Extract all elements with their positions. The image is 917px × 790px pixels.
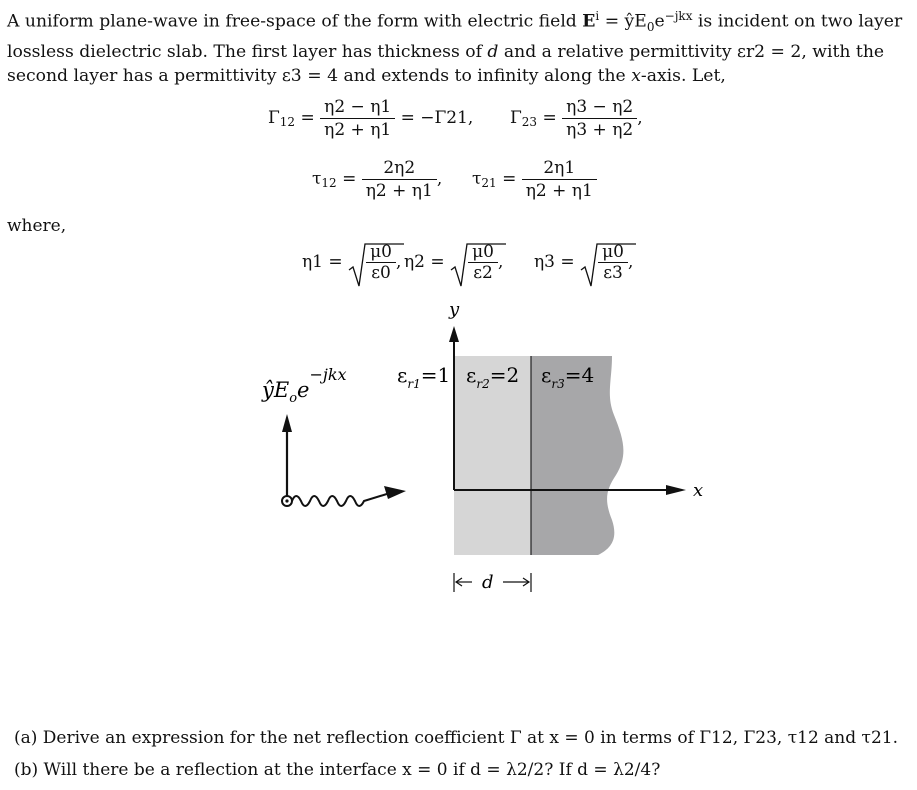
tau21-fraction xyxy=(522,157,597,202)
eta1-sqrt xyxy=(348,242,396,283)
intro-d: d xyxy=(487,41,499,62)
sqrt-radical-icon xyxy=(450,242,506,288)
gamma12-fraction xyxy=(320,96,395,141)
gamma23-equation xyxy=(510,96,643,141)
wave-label-e: e xyxy=(297,378,310,402)
question-list xyxy=(14,722,898,786)
region1-epsilon: ε xyxy=(397,363,408,387)
region1-value: =1 xyxy=(420,363,451,387)
eta3-equation xyxy=(534,242,633,283)
wave-label-exponent: −jkx xyxy=(309,365,347,384)
region2-epsilon: ε xyxy=(466,363,477,387)
comma: , xyxy=(637,108,643,128)
tau12-subscript: 12 xyxy=(321,176,337,190)
tau12-numerator: 2η2 xyxy=(362,157,437,180)
eta1-numerator: μ0 xyxy=(366,242,396,263)
wave-label xyxy=(261,365,347,406)
tau12-symbol: τ xyxy=(312,169,322,189)
wave-direction-arrow-icon xyxy=(384,486,406,499)
intro-text-2: = ŷE xyxy=(599,11,647,32)
eta1-equation xyxy=(302,242,401,283)
sqrt-radical-icon xyxy=(348,242,404,288)
tau12-fraction xyxy=(362,157,437,202)
tau21-numerator: 2η1 xyxy=(522,157,597,180)
tau21-equation xyxy=(472,157,597,202)
field-symbol: E xyxy=(582,11,596,32)
wave-label-sub: o xyxy=(289,391,298,406)
tau21-subscript: 21 xyxy=(481,176,497,190)
wave-label-main: ŷE xyxy=(262,378,290,402)
intro-text-1: A uniform plane-wave in free-space of the form with electric field xyxy=(7,11,583,32)
eta2-numerator: μ0 xyxy=(468,242,498,263)
intro-text-5: is incident on two layer lossless dielectric slab. The first layer has thickness of xyxy=(7,11,903,62)
eta2-sqrt xyxy=(450,242,498,283)
eta1-lhs: η1 = xyxy=(302,252,343,272)
problem-statement xyxy=(7,4,907,89)
eta3-sqrt xyxy=(580,242,628,283)
gamma12-denominator: η2 + η1 xyxy=(324,120,392,140)
x-axis-label: x xyxy=(693,480,704,501)
eta3-numerator: μ0 xyxy=(598,242,628,263)
y-axis-arrow-icon xyxy=(449,326,459,342)
region1-sub: r1 xyxy=(407,377,421,391)
slab-diagram xyxy=(0,290,917,610)
eta3-denominator: ε3 xyxy=(603,263,623,283)
intro-text-4: e xyxy=(654,11,665,32)
gamma12-subscript: 12 xyxy=(279,115,296,129)
wave-origin-dot-icon xyxy=(285,499,288,502)
gamma12-numerator: η2 − η1 xyxy=(320,96,395,119)
gamma12-rhs: = −Γ21, xyxy=(400,108,474,128)
eta1-denominator: ε0 xyxy=(371,263,391,283)
comma: , xyxy=(497,252,504,272)
x-axis-arrow-icon xyxy=(666,485,686,495)
eta2-denominator: ε2 xyxy=(473,263,493,283)
field-superscript: i xyxy=(595,9,600,23)
gamma12-equation xyxy=(268,96,473,141)
region3-label xyxy=(541,363,594,391)
gamma23-fraction xyxy=(562,96,637,141)
question-b: (b) Will there be a reflection at the interface x = 0 if d = λ2/2? If d = λ2/4? xyxy=(14,760,661,780)
equals-sign: = xyxy=(342,169,362,189)
intro-x: x xyxy=(631,66,641,87)
intro-exponent: −jkx xyxy=(664,9,693,23)
region2-label xyxy=(466,363,519,391)
where-label: where, xyxy=(7,216,67,236)
gamma23-denominator: η3 + η2 xyxy=(566,120,634,140)
e-field-arrow-head-icon xyxy=(282,414,292,432)
tau21-denominator: η2 + η1 xyxy=(525,181,593,201)
intro-text-3: 0 xyxy=(646,20,655,35)
region3-sub: r3 xyxy=(551,377,565,391)
eta2-lhs: η2 = xyxy=(404,252,445,272)
eta3-lhs: η3 = xyxy=(534,252,575,272)
equals-sign: = xyxy=(502,169,522,189)
eta2-equation xyxy=(404,242,503,283)
tau21-symbol: τ xyxy=(472,169,482,189)
region2-value: =2 xyxy=(489,363,520,387)
tau12-denominator: η2 + η1 xyxy=(365,181,433,201)
wave-squiggle xyxy=(292,493,390,506)
region2-sub: r2 xyxy=(476,377,490,391)
gamma12-symbol: Γ xyxy=(268,108,280,128)
gamma23-subscript: 23 xyxy=(521,115,538,129)
equals-sign: = xyxy=(542,108,563,128)
tau12-equation xyxy=(312,157,442,202)
intro-text-7: -axis. Let, xyxy=(640,66,726,87)
comma: , xyxy=(436,169,443,189)
sqrt-radical-icon xyxy=(580,242,636,288)
question-a: (a) Derive an expression for the net reflection coefficient Γ at x = 0 in terms of Γ12, Γ23, τ12 and τ21. xyxy=(14,728,898,748)
comma: , xyxy=(395,252,402,272)
intro-text-6: and a relative permittivity εr2 = 2, with the second layer has a permittivity ε3 = 4 and extends to infinity along the xyxy=(7,41,885,87)
gamma23-symbol: Γ xyxy=(510,108,522,128)
comma: , xyxy=(627,252,634,272)
region3-value: =4 xyxy=(564,363,595,387)
gamma23-numerator: η3 − η2 xyxy=(562,96,637,119)
region3-epsilon: ε xyxy=(541,363,552,387)
region1-label xyxy=(397,363,450,391)
y-axis-label: y xyxy=(449,299,460,320)
equals-sign: = xyxy=(300,108,321,128)
thickness-label: d xyxy=(482,572,494,593)
